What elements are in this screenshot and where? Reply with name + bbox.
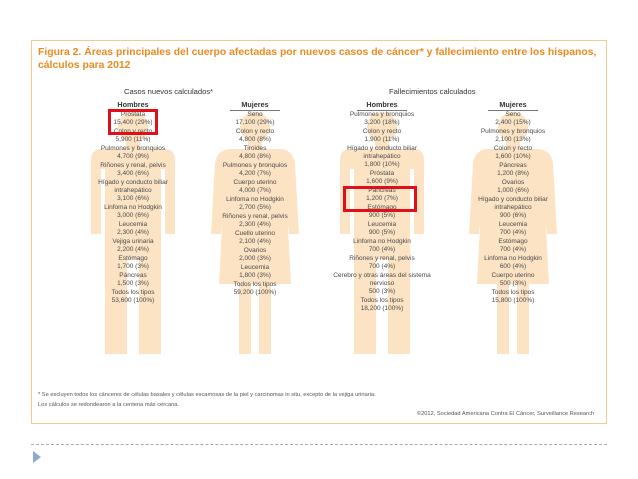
list-item: Pulmones y bronquios 4,200 (7%) bbox=[222, 162, 288, 177]
list-item: Ovarios 1,000 (6%) bbox=[497, 179, 529, 194]
list-item: Riñones y renal, pelvis 700 (4%) bbox=[349, 255, 415, 270]
list-item: Leucemia 900 (5%) bbox=[367, 221, 397, 236]
list-item: Tiroides 4,800 (8%) bbox=[239, 145, 271, 160]
list-item: Riñones y renal, pelvis 3,400 (6%) bbox=[100, 162, 166, 177]
list-item: Cuello uterino 2,100 (4%) bbox=[234, 230, 276, 245]
source-credit: ©2012, Sociedad Americana Contra El Cáncer, Surveillance Research bbox=[416, 411, 594, 417]
list-item: Colon y recto 4,800 (8%) bbox=[235, 128, 275, 143]
list-item: Hígado y conducto biliar intrahepático 3,100 (6%) bbox=[98, 179, 168, 202]
list-item: Leucemia 700 (4%) bbox=[498, 221, 528, 236]
column-heading-deaths-women: Mujeres bbox=[463, 100, 563, 111]
deaths-group-heading: Fallecimientos calculados bbox=[389, 87, 476, 96]
list-item: Pulmones y bronquios 4,700 (9%) bbox=[100, 145, 166, 160]
list-item: Páncreas 1,500 (3%) bbox=[117, 272, 149, 287]
deaths-men-list bbox=[332, 111, 432, 314]
list-item-total: Todos los tipos 53,600 (100%) bbox=[111, 289, 155, 304]
list-item: Seno 2,400 (15%) bbox=[495, 111, 531, 126]
column-heading-cases-men: Hombres bbox=[83, 100, 183, 111]
cases-women-list bbox=[205, 111, 305, 298]
list-item: Hígado y conducto biliar intrahepático 900 (6%) bbox=[478, 196, 548, 219]
list-item-total: Todos los tipos 18,200 (100%) bbox=[360, 297, 404, 312]
highlight-box-prostate-cases bbox=[108, 109, 158, 135]
list-item-total: Todos los tipos 59,200 (100%) bbox=[233, 281, 277, 296]
list-item: Hígado y conducto biliar intrahepático 1,800 (10%) bbox=[347, 145, 417, 168]
list-item: Linfoma no Hodgkin 600 (4%) bbox=[484, 255, 542, 270]
highlight-box-prostate-deaths bbox=[343, 186, 417, 212]
list-item: Riñones y renal, pelvis 2,300 (4%) bbox=[222, 213, 288, 228]
list-item: Cuerpo uterino 4,000 (7%) bbox=[233, 179, 277, 194]
list-item: Pulmones y bronquios 3,200 (18%) bbox=[349, 111, 415, 126]
list-item: Cerebro y otras áreas del sistema nervioso 500 (3%) bbox=[333, 272, 431, 295]
list-item: Páncreas 1,200 (7%) bbox=[366, 187, 398, 202]
list-item: Cuerpo uterino 500 (3%) bbox=[491, 272, 535, 287]
list-item-total: Todos los tipos 15,800 (100%) bbox=[491, 289, 535, 304]
footnote-exclusions: * Se excluyen todos los cánceres de células basales y células escamosas de la piel y carcinomas in situ, excepto de la vejiga urinaria. bbox=[38, 392, 376, 398]
cases-group-heading: Casos nuevos calculados* bbox=[124, 87, 214, 96]
list-item: Estómago 700 (4%) bbox=[498, 238, 528, 253]
list-item: Colon y recto 1,900 (11%) bbox=[362, 128, 402, 143]
list-item: Colon y recto 5,900 (11%) bbox=[113, 128, 153, 143]
list-item: Leucemia 1,800 (3%) bbox=[239, 264, 271, 279]
list-item: Linfoma no Hodgkin 700 (4%) bbox=[353, 238, 411, 253]
list-item: Páncreas 1,200 (8%) bbox=[497, 162, 529, 177]
slide-divider bbox=[31, 444, 607, 445]
column-heading-deaths-men: Hombres bbox=[332, 100, 432, 111]
figure-panel bbox=[31, 40, 607, 424]
bullet-arrow-icon bbox=[33, 451, 41, 463]
cases-men-list bbox=[83, 111, 183, 306]
list-item: Ovarios 2,000 (3%) bbox=[239, 247, 271, 262]
list-item: Leucemia 2,300 (4%) bbox=[117, 221, 149, 236]
list-item: Vejiga urinaria 2,200 (4%) bbox=[112, 238, 154, 253]
list-item: Próstata 1,600 (9%) bbox=[366, 170, 398, 185]
column-heading-cases-women: Mujeres bbox=[205, 100, 305, 111]
list-item: Seno 17,100 (29%) bbox=[235, 111, 275, 126]
list-item: Colon y recto 1,600 (10%) bbox=[493, 145, 533, 160]
deaths-women-list bbox=[463, 111, 563, 306]
list-item: Linfoma no Hodgkin 2,700 (5%) bbox=[226, 196, 284, 211]
list-item: Linfoma no Hodgkin 3,000 (6%) bbox=[104, 204, 162, 219]
list-item: Estómago 1,700 (3%) bbox=[117, 255, 149, 270]
footnote-rounding: Los cálculos se redondearon a la centena más cercana. bbox=[38, 402, 180, 408]
list-item: Pulmones y bronquios 2,100 (13%) bbox=[480, 128, 546, 143]
list-item: Próstata 15,400 (29%) bbox=[113, 111, 153, 126]
figure-title: Figura 2. Áreas principales del cuerpo afectadas por nuevos casos de cáncer* y fallecimiento entre los hispanos, cálculos para 2012 bbox=[38, 47, 597, 71]
list-item: Estómago 900 (5%) bbox=[367, 204, 397, 219]
